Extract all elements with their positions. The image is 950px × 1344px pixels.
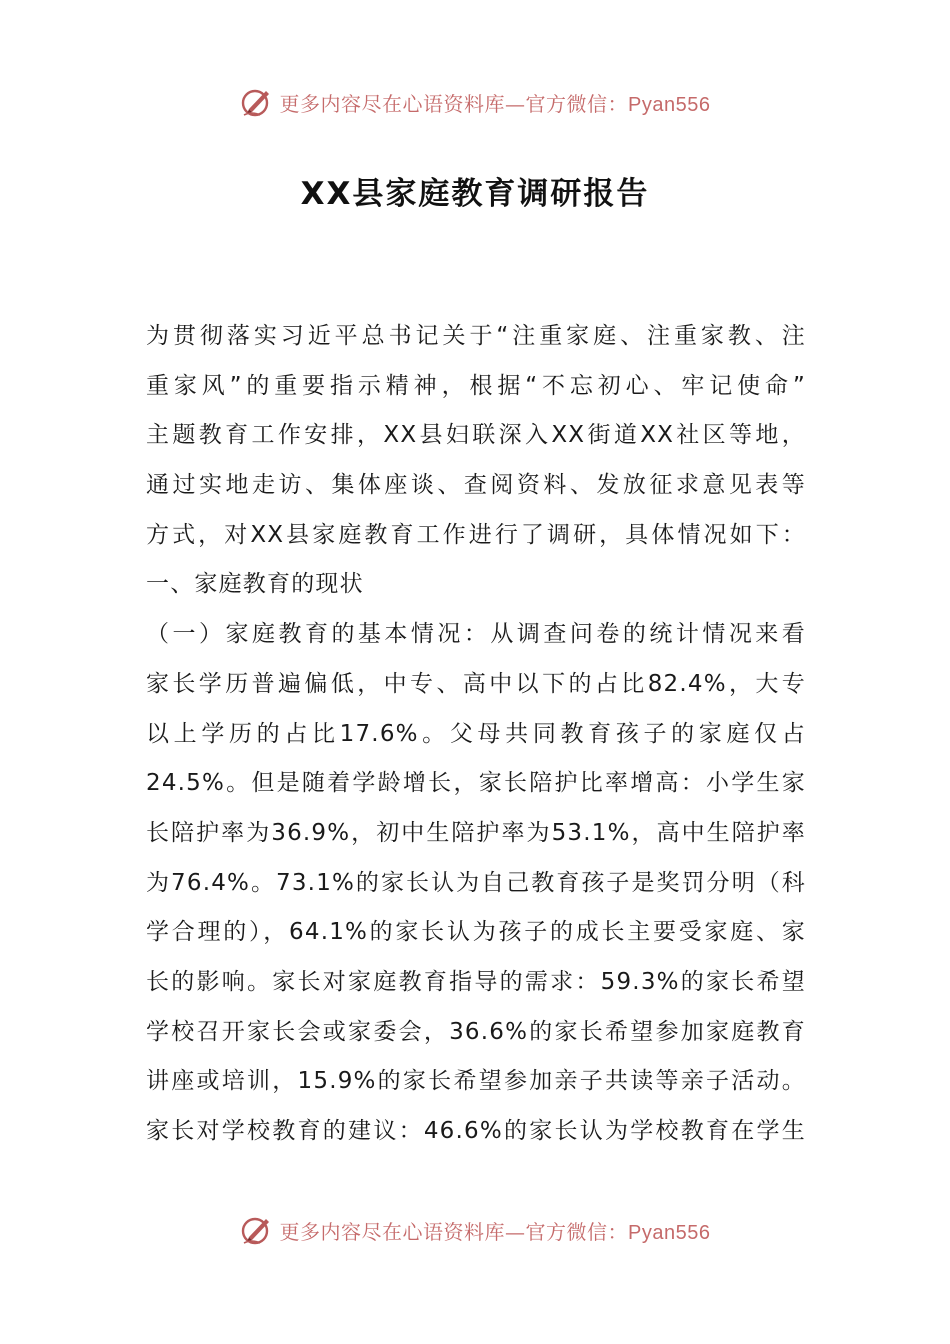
text-line: 长陪护率为36.9%，初中生陪护率为53.1%，高中生陪护率 xyxy=(146,819,806,846)
text-line: 为76.4%。73.1%的家长认为自己教育孩子是奖罚分明（科 xyxy=(146,869,806,896)
text-line: 通过实地走访、集体座谈、查阅资料、发放征求意见表等 xyxy=(146,472,806,499)
text-line: 讲座或培训，15.9%的家长希望参加亲子共读等亲子活动。 xyxy=(146,1068,806,1095)
footer-watermark-banner xyxy=(0,1210,950,1250)
text-line: 重家风”的重要指示精神，根据“不忘初心、牢记使命” xyxy=(146,372,806,399)
text-line: 学校召开家长会或家委会，36.6%的家长希望参加家庭教育 xyxy=(146,1018,806,1045)
document-body xyxy=(146,312,806,1157)
text-line: 方式，对XX县家庭教育工作进行了调研，具体情况如下： xyxy=(146,521,806,548)
text-line: 学合理的），64.1%的家长认为孩子的成长主要受家庭、家 xyxy=(146,919,806,946)
text-line: 以上学历的占比17.6%。父母共同教育孩子的家庭仅占 xyxy=(146,720,806,747)
footer-watermark-text: 更多内容尽在心语资料库—官方微信：Pyan556 xyxy=(279,1219,711,1244)
wechat-id: Pyan556 xyxy=(628,93,711,116)
header-watermark-banner xyxy=(0,82,950,122)
wechat-id: Pyan556 xyxy=(628,1221,711,1244)
document-title: XX县家庭教育调研报告 xyxy=(300,176,650,212)
header-watermark-text: 更多内容尽在心语资料库—官方微信：Pyan556 xyxy=(279,91,711,116)
text-line: 家长学历普遍偏低，中专、高中以下的占比82.4%，大专 xyxy=(146,670,806,697)
text-line: （一）家庭教育的基本情况：从调查问卷的统计情况来看 xyxy=(146,621,806,648)
text-line: 主题教育工作安排，XX县妇联深入XX街道XX社区等地， xyxy=(146,422,806,449)
section-heading: 一、家庭教育的现状 xyxy=(146,571,364,598)
text-line: 24.5%。但是随着学龄增长，家长陪护比率增高：小学生家 xyxy=(146,770,806,797)
text-line: 家长对学校教育的建议：46.6%的家长认为学校教育在学生 xyxy=(146,1118,806,1144)
pen-logo-icon xyxy=(240,85,274,119)
pen-logo-icon xyxy=(240,1213,274,1247)
text-line: 长的影响。家长对家庭教育指导的需求：59.3%的家长希望 xyxy=(146,968,806,995)
text-line: 为贯彻落实习近平总书记关于“注重家庭、注重家教、注 xyxy=(146,323,806,349)
